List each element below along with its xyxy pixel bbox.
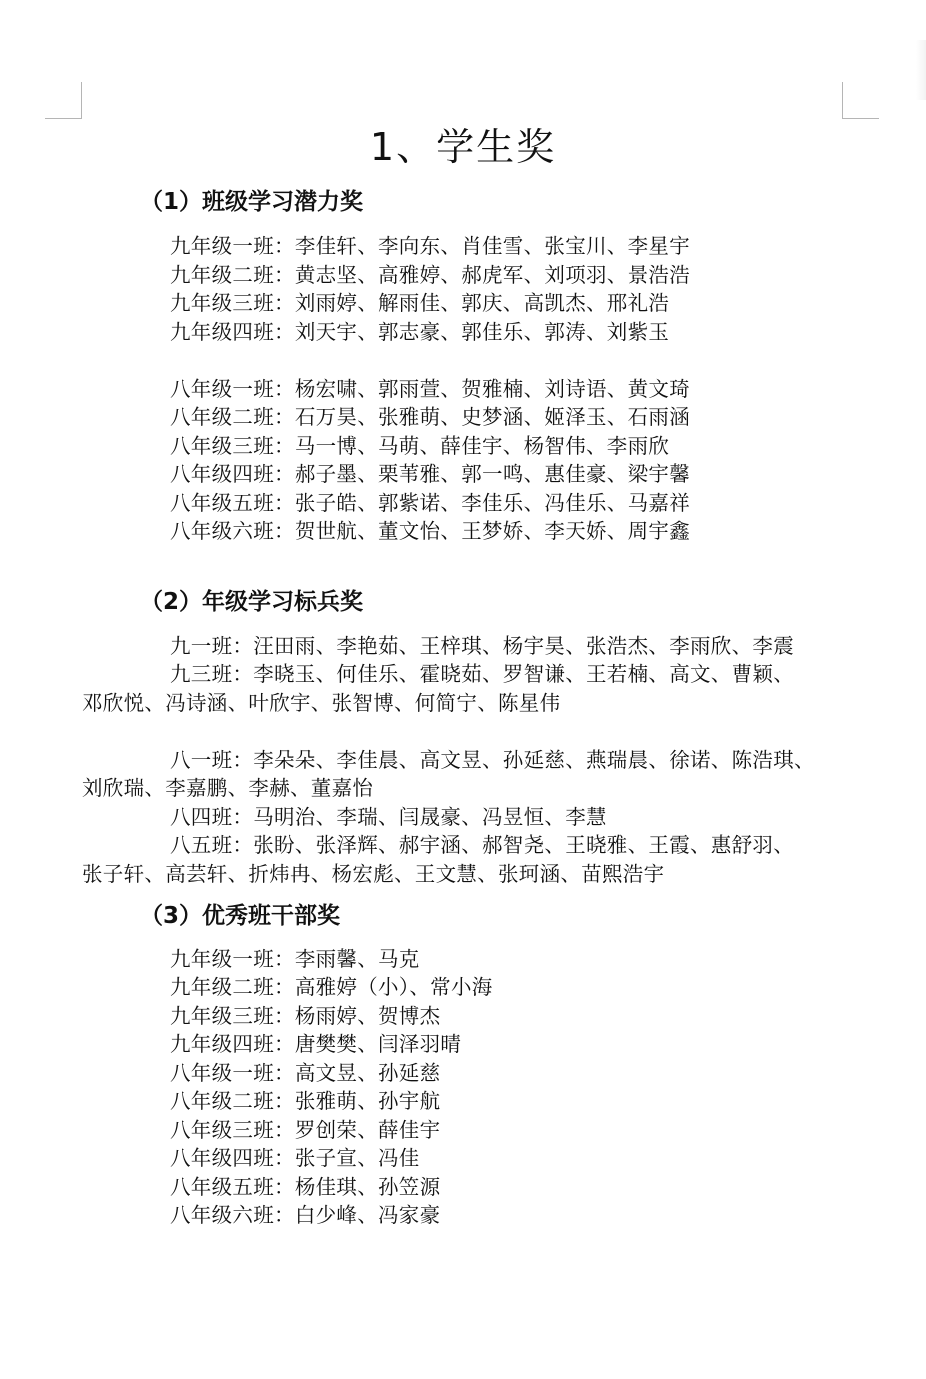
class-label: 九年级三班： [170,1003,295,1028]
class-label: 八年级五班： [170,490,295,515]
list-item [170,432,669,461]
student-names: 李朵朵、李佳晨、高文昱、孙延慈、燕瑞晨、徐诺、陈浩琪、 [253,747,815,772]
student-names: 张雅萌、孙宇航 [294,1089,441,1113]
list-item [170,1116,440,1145]
class-label: 八年级三班： [170,433,295,458]
student-names: 李晓玉、何佳乐、霍晓茹、罗智谦、王若楠、高文、曹颖、 [253,662,795,686]
list-item [170,973,493,1002]
student-names: 张子皓、郭紫诺、李佳乐、冯佳乐、马嘉祥 [294,490,691,515]
student-names: 石万昊、张雅萌、史梦涵、姬泽玉、石雨涵 [294,405,691,429]
student-names: 白少峰、冯家豪 [294,1203,441,1227]
class-label: 八年级三班： [170,1117,295,1142]
student-names: 马一博、马萌、薛佳宇、杨智伟、李雨欣 [294,433,670,458]
list-item [170,746,815,775]
class-label: 九年级四班： [170,1032,295,1056]
class-label: 八四班： [170,804,254,829]
list-item-continuation: 刘欣瑞、李嘉鹏、李赫、董嘉怡 [82,776,374,800]
student-names: 马明治、李瑞、闫晟豪、冯昱恒、李慧 [253,804,607,829]
student-names: 杨宏啸、郭雨萱、贺雅楠、刘诗语、黄文琦 [294,376,691,401]
list-item [170,460,690,489]
class-label: 九年级三班： [170,291,295,315]
page-title: 1、学生奖 [369,125,557,169]
list-item [170,1030,461,1059]
list-item [170,660,794,689]
student-names: 贺世航、董文怡、王梦娇、李天娇、周宇鑫 [294,519,691,543]
section-heading: （3）优秀班干部奖 [140,903,341,929]
class-label: 八年级六班： [170,1203,295,1227]
list-item [170,1002,440,1031]
student-names: 唐樊樊、闫泽羽晴 [294,1032,462,1056]
student-names: 高雅婷（小）、常小海 [294,975,493,999]
class-label: 八年级一班： [170,1060,295,1085]
student-names: 李雨馨、马克 [294,946,420,971]
student-names: 汪田雨、李艳茹、王梓琪、杨宇昊、张浩杰、李雨欣、李震 [253,633,795,658]
class-label: 九年级一班： [170,234,295,258]
student-names: 张子宣、冯佳 [294,1146,420,1170]
student-names: 罗创荣、薛佳宇 [294,1117,441,1142]
class-label: 九年级四班： [170,319,295,344]
list-item [170,232,690,261]
list-item [170,1173,440,1202]
class-label: 九年级二班： [170,975,295,999]
class-label: 九一班： [170,633,254,658]
list-item [170,1144,420,1173]
list-item [170,289,669,318]
list-item [170,1059,440,1088]
list-item [170,261,690,290]
list-item-continuation: 邓欣悦、冯诗涵、叶欣宇、张智博、何简宁、陈星伟 [82,690,561,715]
class-label: 八年级四班： [170,462,295,486]
class-label: 八一班： [170,747,254,772]
list-item [170,803,607,832]
student-names: 高文昱、孙延慈 [294,1060,441,1085]
class-label: 八年级四班： [170,1146,295,1170]
class-label: 八年级六班： [170,519,295,543]
section-heading: （2）年级学习标兵奖 [140,589,364,615]
list-item [170,945,420,974]
list-item [170,489,690,518]
list-item [170,1087,440,1116]
crop-mark-top-left [45,82,82,119]
list-item [170,318,669,347]
class-label: 八年级二班： [170,1089,295,1113]
list-item-continuation: 张子轩、高芸轩、折炜冉、杨宏彪、王文慧、张珂涵、苗熙浩宇 [82,861,665,886]
class-label: 八年级一班： [170,376,295,401]
list-item [170,1201,440,1230]
class-label: 八年级二班： [170,405,295,429]
student-names: 杨雨婷、贺博杰 [294,1003,441,1028]
student-names: 黄志坚、高雅婷、郝虎军、刘项羽、景浩浩 [294,262,691,287]
list-item [170,632,794,661]
class-label: 八年级五班： [170,1174,295,1199]
student-names: 刘天宇、郭志豪、郭佳乐、郭涛、刘紫玉 [294,319,670,344]
student-names: 杨佳琪、孙笠源 [294,1174,441,1199]
student-names: 郝子墨、栗苇雅、郭一鸣、惠佳豪、梁宇馨 [294,462,691,486]
class-label: 八五班： [170,833,254,857]
list-item [170,375,690,404]
student-names: 张盼、张泽辉、郝宇涵、郝智尧、王晓雅、王霞、惠舒羽、 [253,833,795,857]
student-names: 刘雨婷、解雨佳、郭庆、高凯杰、邢礼浩 [294,291,670,315]
class-label: 九年级一班： [170,946,295,971]
crop-mark-top-right [842,82,879,119]
list-item [170,517,690,546]
section-heading: （1）班级学习潜力奖 [140,189,364,215]
student-names: 李佳轩、李向东、肖佳雪、张宝川、李星宇 [294,234,691,258]
page-edge-shadow [916,40,926,100]
list-item [170,831,794,860]
list-item [170,403,690,432]
class-label: 九年级二班： [170,262,295,287]
class-label: 九三班： [170,662,254,686]
